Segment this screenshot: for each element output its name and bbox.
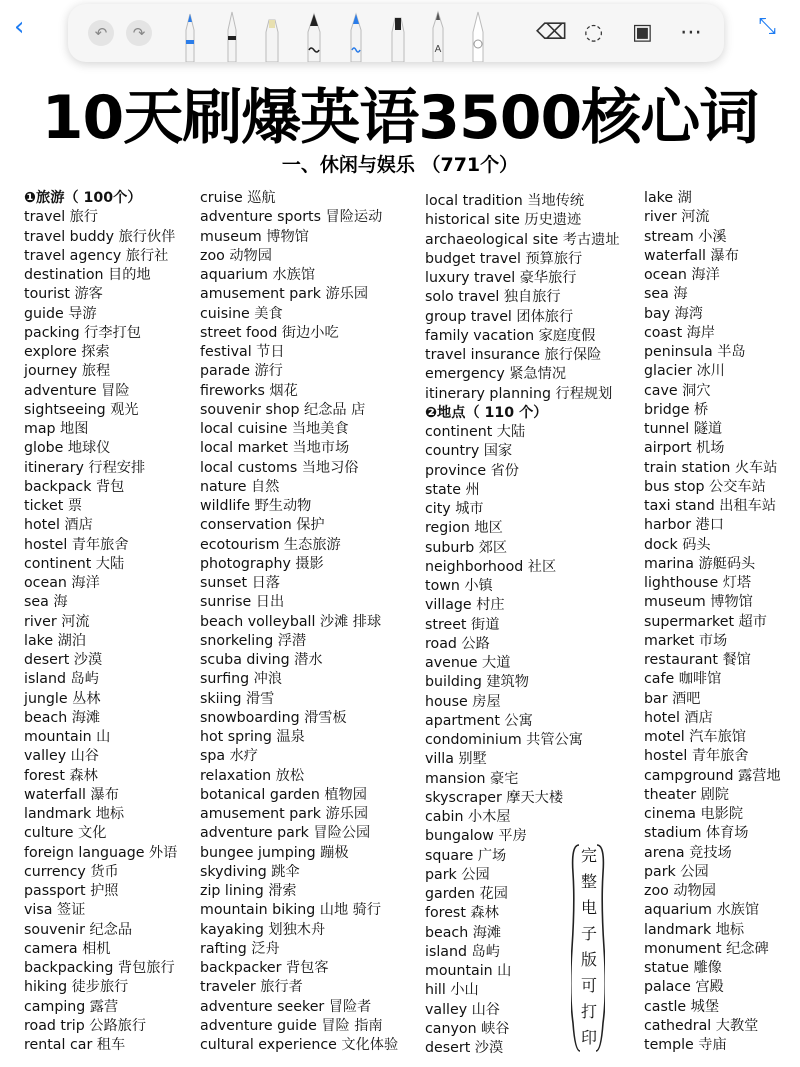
fineliner-tool-icon[interactable] — [220, 10, 244, 62]
vocab-entry: amusement park 游乐园 — [200, 286, 369, 303]
vocab-entry: stadium 体育场 — [644, 825, 749, 842]
back-chevron-icon[interactable]: ‹ — [14, 12, 25, 42]
vocab-entry: sea 海 — [644, 286, 688, 303]
vocab-entry: sea 海 — [24, 594, 68, 611]
vocab-entry: waterfall 瀑布 — [24, 786, 119, 803]
vocab-entry: travel buddy 旅行伙伴 — [24, 228, 176, 245]
vocab-entry: family vacation 家庭度假 — [425, 327, 596, 344]
note-char: 电 — [581, 898, 598, 917]
vocab-entry: lighthouse 灯塔 — [644, 575, 752, 591]
vocab-entry: ocean 海洋 — [644, 267, 720, 283]
note-char: 打 — [581, 1002, 598, 1021]
vocab-entry: lake 湖 — [644, 190, 692, 206]
vocab-entry: continent 大陆 — [425, 424, 526, 440]
vocab-entry: peninsula 半岛 — [644, 344, 746, 360]
vocab-entry: square 广场 — [425, 847, 507, 864]
vocab-entry: sunrise 日出 — [200, 594, 285, 611]
vocab-entry: house 房屋 — [425, 693, 501, 710]
vocab-entry: village 村庄 — [425, 597, 505, 614]
vocab-entry: market 市场 — [644, 632, 728, 649]
vocab-entry: festival 节日 — [200, 344, 285, 360]
vocab-entry: garden 花园 — [425, 886, 508, 902]
vocab-entry: mountain 山 — [425, 963, 512, 979]
vocab-entry: desert 沙漠 — [425, 1040, 504, 1056]
vocab-entry: mountain 山 — [24, 729, 111, 745]
vocab-entry: airport 机场 — [644, 440, 725, 457]
vocab-entry: local tradition 当地传统 — [425, 193, 585, 209]
vocab-entry: street 街道 — [425, 616, 500, 633]
vocab-entry: map 地图 — [24, 421, 89, 437]
undo-icon[interactable]: ↶ — [88, 20, 114, 46]
vocab-entry: group travel 团体旅行 — [425, 308, 574, 325]
vocab-entry: adventure guide 冒险 指南 — [200, 1017, 383, 1034]
vocab-entry: bay 海湾 — [644, 305, 703, 322]
vocab-entry: road trip 公路旅行 — [24, 1017, 147, 1034]
vocab-entry: travel 旅行 — [24, 209, 99, 226]
vocab-entry: bungalow 平房 — [425, 828, 527, 845]
section-heading: ❷地点（ 110 个） — [425, 404, 548, 421]
vocab-entry: cathedral 大教堂 — [644, 1017, 759, 1034]
vocab-entry: souvenir shop 纪念品 店 — [200, 401, 366, 418]
vocab-entry: budget travel 预算旅行 — [425, 250, 583, 267]
vocab-entry: supermarket 超市 — [644, 613, 767, 630]
vocab-entry: jungle 丛林 — [24, 690, 101, 707]
vocab-entry: itinerary 行程安排 — [24, 459, 146, 476]
vocab-entry: state 州 — [425, 481, 480, 498]
vocab-entry: fireworks 烟花 — [200, 382, 298, 399]
vocab-entry: train station 火车站 — [644, 459, 778, 476]
eraser-icon[interactable]: ⌫ — [536, 20, 568, 45]
annotation-toolbar — [68, 4, 724, 62]
vocab-entry: tunnel 隧道 — [644, 421, 723, 437]
vocab-entry: wildlife 野生动物 — [200, 498, 312, 514]
vocab-entry: bridge 桥 — [644, 401, 709, 418]
pencil-tool-icon[interactable] — [426, 10, 450, 62]
vocab-entry: cultural experience 文化体验 — [200, 1037, 399, 1053]
vocab-entry: museum 博物馆 — [200, 228, 309, 245]
vocab-entry: road 公路 — [425, 635, 490, 652]
vocab-entry: relaxation 放松 — [200, 767, 305, 784]
vocab-entry: castle 城堡 — [644, 998, 720, 1015]
vocab-entry: itinerary planning 行程规划 — [425, 385, 613, 402]
vocab-entry: tourist 游客 — [24, 286, 103, 303]
vocab-entry: beach volleyball 沙滩 排球 — [200, 613, 382, 630]
vocab-entry: bus stop 公交车站 — [644, 478, 766, 495]
vocab-entry: theater 剧院 — [644, 786, 729, 803]
vocab-entry: hotel 酒店 — [24, 517, 93, 534]
note-char: 子 — [581, 924, 598, 943]
vocab-entry: island 岛屿 — [24, 671, 99, 688]
vocab-entry: forest 森林 — [24, 767, 98, 784]
vocab-entry: campground 露营地 — [644, 767, 781, 784]
vocab-entry: spa 水疗 — [200, 748, 258, 765]
vocab-entry: valley 山谷 — [425, 1001, 500, 1018]
more-icon[interactable]: ⋯ — [680, 20, 702, 45]
vocab-entry: taxi stand 出租车站 — [644, 498, 777, 514]
vocab-entry: park 公园 — [644, 863, 709, 880]
vocab-entry: beach 海滩 — [425, 924, 502, 941]
vocab-entry: cuisine 美食 — [200, 305, 283, 322]
vocab-entry: province 省份 — [425, 462, 519, 479]
lasso-icon[interactable]: ◌ — [584, 20, 604, 45]
word-column-1 — [24, 189, 177, 1055]
vocab-entry: travel agency 旅行社 — [24, 247, 169, 264]
note-char: 完 — [581, 846, 598, 865]
note-char: 可 — [581, 976, 598, 995]
vocab-entry: beach 海滩 — [24, 709, 101, 726]
expand-icon[interactable]: ⤡ — [758, 14, 776, 39]
vocab-entry: country 国家 — [425, 443, 513, 460]
vocab-entry: hot spring 温泉 — [200, 729, 305, 745]
vocab-entry: photography 摄影 — [200, 555, 324, 572]
vocab-entry: explore 探索 — [24, 344, 110, 360]
redo-icon[interactable]: ↷ — [126, 20, 152, 46]
vocab-entry: island 岛屿 — [425, 943, 500, 960]
pen-tool-blue-2-icon[interactable] — [344, 10, 368, 62]
vocab-entry: suburb 郊区 — [425, 539, 508, 556]
vocab-entry: forest 森林 — [425, 905, 499, 922]
vocab-entry: motel 汽车旅馆 — [644, 729, 746, 745]
vocab-entry: skiing 滑雪 — [200, 690, 275, 707]
handwritten-note — [571, 843, 605, 1053]
word-column-4 — [644, 189, 781, 1055]
vocab-entry: zip lining 滑索 — [200, 883, 297, 899]
vocab-entry: traveler 旅行者 — [200, 979, 303, 996]
vocab-entry: dock 码头 — [644, 536, 711, 553]
vocab-entry: snorkeling 浮潜 — [200, 632, 307, 649]
vocab-entry: river 河流 — [644, 209, 710, 226]
vocab-entry: lake 湖泊 — [24, 632, 86, 649]
brush-tool-black-icon[interactable] — [386, 10, 410, 62]
vocab-entry: building 建筑物 — [425, 674, 529, 691]
vocab-entry: scuba diving 潜水 — [200, 652, 323, 668]
vocab-entry: rafting 泛舟 — [200, 940, 280, 957]
vocab-entry: solo travel 独自旅行 — [425, 289, 561, 306]
vocab-entry: camping 露营 — [24, 998, 119, 1015]
vocab-entry: river 河流 — [24, 613, 90, 630]
vocab-entry: bar 酒吧 — [644, 690, 701, 707]
vocab-entry: adventure seeker 冒险者 — [200, 998, 372, 1015]
vocab-entry: adventure 冒险 — [24, 382, 130, 399]
vocab-entry: cabin 小木屋 — [425, 809, 511, 825]
vocab-entry: botanical garden 植物园 — [200, 786, 367, 803]
vocab-entry: cave 洞穴 — [644, 382, 711, 399]
page-title: 10天刷爆英语3500核心词 — [41, 83, 759, 153]
vocab-entry: surfing 冲浪 — [200, 671, 283, 688]
vocab-entry: luxury travel 豪华旅行 — [425, 270, 577, 286]
vocab-entry: local cuisine 当地美食 — [200, 421, 349, 437]
vocab-entry: historical site 历史遗迹 — [425, 212, 582, 229]
vocab-entry: destination 目的地 — [24, 267, 151, 283]
vocab-entry: museum 博物馆 — [644, 594, 753, 611]
vocab-entry: foreign language 外语 — [24, 844, 178, 861]
vocab-entry: marina 游艇码头 — [644, 555, 756, 572]
vocab-entry: sightseeing 观光 — [24, 401, 139, 418]
vocab-entry: archaeological site 考古遗址 — [425, 231, 620, 248]
vocab-entry: cinema 电影院 — [644, 806, 744, 822]
vocab-entry: restaurant 餐馆 — [644, 652, 751, 668]
vocab-entry: journey 旅程 — [24, 363, 111, 380]
vocab-entry: cafe 咖啡馆 — [644, 671, 722, 688]
vocab-entry: skydiving 跳伞 — [200, 863, 300, 880]
vocab-entry: waterfall 瀑布 — [644, 247, 739, 264]
vocab-entry: canyon 峡谷 — [425, 1020, 510, 1037]
vocab-entry: monument 纪念碑 — [644, 940, 769, 957]
vocab-entry: hostel 青年旅舍 — [24, 536, 129, 553]
vocab-entry: palace 宫殿 — [644, 979, 724, 996]
vocab-entry: coast 海岸 — [644, 324, 716, 341]
vocab-entry: rental car 租车 — [24, 1037, 126, 1053]
word-column-2 — [200, 189, 398, 1055]
vocab-entry: hill 小山 — [425, 982, 479, 999]
vocab-entry: backpack 背包 — [24, 478, 125, 495]
vocab-entry: arena 竞技场 — [644, 844, 732, 861]
vocab-entry: backpacker 背包客 — [200, 960, 329, 976]
vocab-entry: city 城市 — [425, 501, 484, 517]
vocab-entry: landmark 地标 — [24, 806, 125, 822]
vocab-entry: visa 签证 — [24, 902, 86, 919]
vocab-entry: parade 游行 — [200, 363, 283, 380]
pen-tool-blue-icon[interactable] — [178, 10, 202, 62]
vocab-entry: statue 雕像 — [644, 960, 722, 976]
image-icon[interactable]: ▣ — [632, 20, 653, 45]
vocab-entry: harbor 港口 — [644, 517, 724, 534]
vocab-entry: ticket 票 — [24, 498, 83, 514]
vocab-entry: passport 护照 — [24, 883, 119, 899]
vocab-entry: mountain biking 山地 骑行 — [200, 902, 382, 919]
vocab-entry: sunset 日落 — [200, 575, 280, 591]
vocab-entry: local customs 当地习俗 — [200, 459, 359, 476]
section-heading: ❶旅游（ 100个） — [24, 190, 142, 206]
note-char: 版 — [581, 950, 598, 969]
highlighter-tool-icon[interactable] — [260, 10, 284, 62]
vocab-entry: amusement park 游乐园 — [200, 806, 369, 822]
fountain-pen-tool-icon[interactable] — [466, 10, 490, 62]
vocab-entry: condominium 共管公寓 — [425, 732, 583, 748]
vocab-entry: packing 行李打包 — [24, 324, 141, 341]
vocab-entry: temple 寺庙 — [644, 1037, 727, 1053]
vocab-entry: hotel 酒店 — [644, 709, 713, 726]
vocab-entry: ecotourism 生态旅游 — [200, 536, 341, 553]
vocab-entry: neighborhood 社区 — [425, 558, 557, 575]
vocab-entry: adventure park 冒险公园 — [200, 825, 371, 842]
vocab-entry: globe 地球仪 — [24, 440, 111, 457]
vocab-entry: landmark 地标 — [644, 921, 745, 938]
vocab-entry: snowboarding 滑雪板 — [200, 709, 347, 726]
vocab-entry: region 地区 — [425, 520, 503, 537]
vocab-entry: hiking 徒步旅行 — [24, 979, 129, 996]
vocab-entry: kayaking 划独木舟 — [200, 921, 326, 938]
vocab-entry: apartment 公寓 — [425, 712, 533, 729]
vocab-entry: backpacking 背包旅行 — [24, 960, 175, 976]
vocab-entry: zoo 动物园 — [200, 247, 272, 264]
vocab-entry: cruise 巡航 — [200, 190, 276, 206]
vocab-entry: stream 小溪 — [644, 228, 727, 245]
marker-tool-black-icon[interactable] — [302, 10, 326, 62]
vocab-entry: villa 别墅 — [425, 751, 487, 768]
vocab-entry: souvenir 纪念品 — [24, 921, 133, 938]
note-text — [581, 843, 597, 1051]
vocab-entry: continent 大陆 — [24, 555, 125, 572]
vocab-entry: nature 自然 — [200, 478, 280, 495]
vocab-entry: avenue 大道 — [425, 655, 511, 671]
vocab-entry: aquarium 水族馆 — [644, 902, 760, 919]
svg-text:A: A — [434, 44, 442, 55]
section-subtitle: 一、休闲与娱乐 （771个） — [281, 154, 519, 176]
vocab-entry: culture 文化 — [24, 825, 107, 842]
vocab-entry: bungee jumping 蹦极 — [200, 844, 349, 861]
vocab-entry: street food 街边小吃 — [200, 324, 339, 341]
vocab-entry: conservation 保护 — [200, 517, 325, 534]
vocab-entry: hostel 青年旅舍 — [644, 748, 749, 765]
vocab-entry: adventure sports 冒险运动 — [200, 209, 383, 226]
vocab-entry: glacier 冰川 — [644, 363, 725, 380]
vocab-entry: camera 相机 — [24, 940, 111, 957]
vocab-entry: desert 沙漠 — [24, 652, 103, 668]
vocab-entry: skyscraper 摩天大楼 — [425, 789, 564, 806]
vocab-entry: valley 山谷 — [24, 748, 99, 765]
vocab-entry: zoo 动物园 — [644, 883, 716, 899]
vocab-entry: aquarium 水族馆 — [200, 267, 316, 283]
vocab-entry: town 小镇 — [425, 578, 493, 594]
vocab-entry: travel insurance 旅行保险 — [425, 347, 602, 363]
vocab-entry: mansion 豪宅 — [425, 770, 519, 787]
vocab-entry: park 公园 — [425, 866, 490, 883]
note-char: 印 — [581, 1028, 598, 1047]
note-char: 整 — [581, 872, 598, 891]
vocab-entry: local market 当地市场 — [200, 440, 350, 457]
vocab-entry: ocean 海洋 — [24, 575, 100, 591]
vocab-entry: guide 导游 — [24, 305, 97, 322]
vocab-entry: emergency 紧急情况 — [425, 366, 567, 383]
vocab-entry: currency 货币 — [24, 863, 119, 880]
